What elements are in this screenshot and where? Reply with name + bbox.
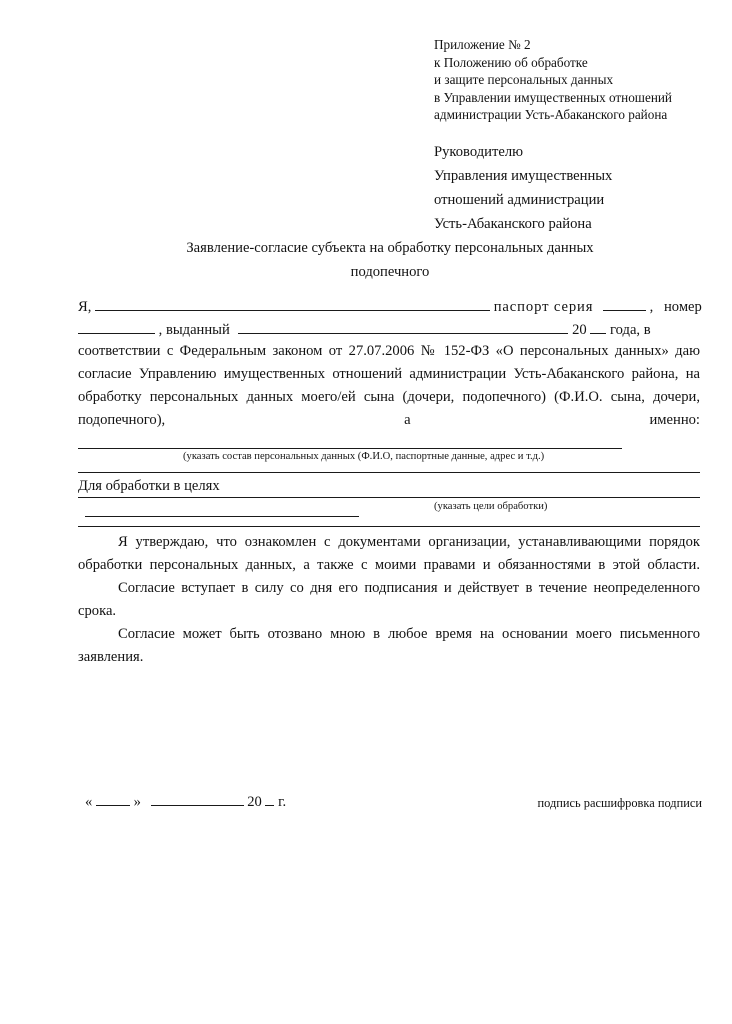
issue-year-suffix: года, в <box>610 322 651 338</box>
document-title-line-2: подопечного <box>350 264 430 280</box>
form-row-issued <box>78 317 700 340</box>
appendix-header-line-5: администрации Усть-Абаканского района <box>434 107 668 122</box>
signature-year-suffix: г. <box>278 794 287 810</box>
issue-year-blank[interactable] <box>590 317 606 334</box>
issued-by-label: , выданный <box>158 322 230 338</box>
personal-data-composition-caption: (указать состав персональных данных (Ф.И.О, паспортные данные, адрес и т.д.) <box>183 451 545 462</box>
addressee-line-3: отношений администрации <box>434 192 605 208</box>
addressee-block <box>434 140 714 236</box>
passport-series-label: паспорт серия <box>493 299 594 315</box>
document-body <box>78 294 700 432</box>
appendix-header-line-2: к Положению об обработке <box>434 54 588 70</box>
appendix-header-block <box>434 36 714 124</box>
form-label-ya: Я, <box>78 299 92 315</box>
purpose-label: Для обработки в целях <box>78 478 220 494</box>
purpose-caption: (указать цели обработки) <box>434 501 548 512</box>
personal-data-composition-blank[interactable] <box>78 448 622 449</box>
signature-row <box>78 790 702 814</box>
document-title-line-1: Заявление-согласие субъекта на обработку персональных данных <box>186 240 594 256</box>
signature-year-blank[interactable] <box>265 790 274 806</box>
passport-number-blank[interactable] <box>78 317 155 334</box>
signature-caption: подпись расшифровка подписи <box>537 796 702 810</box>
purpose-blank-line[interactable] <box>78 497 700 498</box>
purpose-secondary-blank[interactable] <box>85 516 359 517</box>
fullname-blank[interactable] <box>95 294 490 311</box>
addressee-line-4: Усть-Абаканского района <box>434 216 592 232</box>
passport-series-blank[interactable] <box>603 294 646 311</box>
addressee-line-2: Управления имущественных <box>434 168 613 184</box>
closing-section-rule[interactable] <box>78 526 700 527</box>
appendix-header-line-3: и защите персональных данных <box>434 72 614 87</box>
issued-by-blank[interactable] <box>238 317 568 334</box>
appendix-header-line-1: Приложение № 2 <box>434 37 531 52</box>
addressee-line-1: Руководителю <box>434 144 524 160</box>
acknowledgement-paragraph: Я утверждаю, что ознакомлен с документами организации, устанавливающими порядок обработки персональных данных, а также с моими правами и обязанностями в этой области. <box>78 534 700 573</box>
appendix-header-line-4: в Управлении имущественных отношений <box>434 89 672 105</box>
signature-year-prefix: 20 <box>247 794 262 810</box>
document-title <box>78 236 702 284</box>
issue-year-prefix: 20 <box>572 322 587 338</box>
month-blank[interactable] <box>151 790 244 806</box>
passport-number-label: номер <box>663 299 702 315</box>
signature-date-group <box>85 790 286 814</box>
day-blank[interactable] <box>96 790 130 806</box>
revocation-paragraph: Согласие может быть отозвано мною в любое время на основании моего письменного заявления. <box>78 626 700 665</box>
date-close-quote: » <box>133 794 141 810</box>
purpose-section-rule-top[interactable] <box>78 472 700 473</box>
form-row-identity <box>78 294 700 317</box>
form-comma-1: , <box>649 299 654 315</box>
effective-date-paragraph: Согласие вступает в силу со дня его подписания и действует в течение неопределенного срока. <box>78 580 700 619</box>
closing-paragraphs <box>78 531 700 669</box>
date-open-quote: « <box>85 794 93 810</box>
consent-paragraph: соответствии с Федеральным законом от 27.07.2006 № 152-ФЗ «О персональных данных» даю согласие Управлению имущественных отношений администрации Усть-Абаканского района, на обработку персональных данных моего/ей сына (дочери, подопечного) (Ф.И.О. сына, дочери, подопечного), а именно: <box>78 343 700 428</box>
